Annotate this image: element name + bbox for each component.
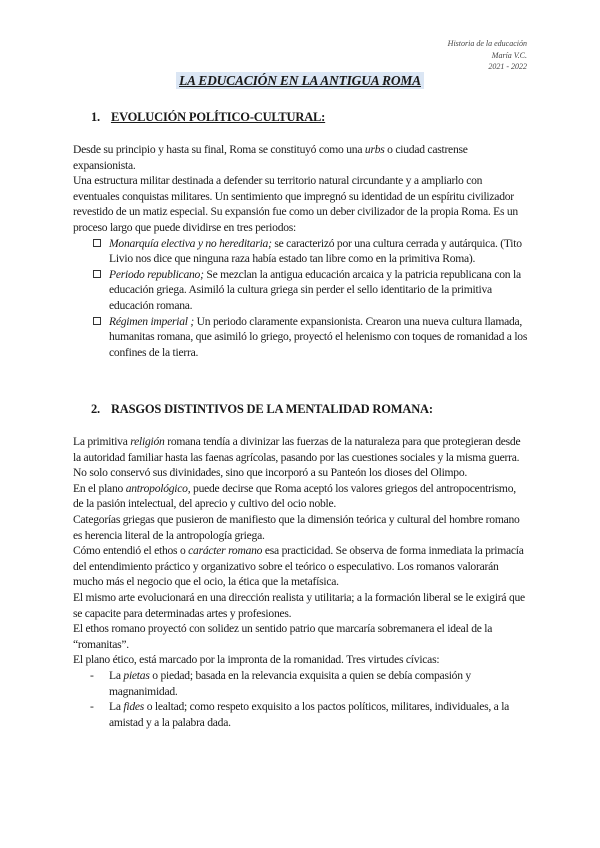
- text-run: Se mezclan la antigua educación arcaica y la patricia republicana con la educación griega. Asimiló la cultura griega sin perder el sello identitario de la primitiva educación romana.: [109, 267, 521, 312]
- list-item: [73, 236, 528, 267]
- emphasis: Régimen imperial ;: [109, 314, 195, 328]
- checkbox-bullet-icon: [93, 270, 101, 278]
- title-wrap: [0, 72, 600, 90]
- emphasis: Monarquía electiva y no hereditaria;: [109, 236, 272, 250]
- list-item: [73, 314, 528, 361]
- paragraph: El mismo arte evolucionará en una dirección realista y utilitaria; a la formación liberal se le exigirá que se capacite para determinadas artes y profesiones.: [73, 590, 525, 620]
- header-year: 2021 - 2022: [488, 62, 527, 71]
- section-2-number: 2.: [91, 402, 100, 416]
- emphasis: carácter romano: [188, 544, 263, 558]
- checkbox-bullet-icon: [93, 317, 101, 325]
- paragraph: El plano ético, está marcado por la impronta de la romanidad. Tres virtudes cívicas:: [73, 653, 440, 667]
- text-run: o lealtad; como respeto exquisito a los pactos políticos, militares, individuales, a la amistad y a la palabra dada.: [109, 700, 510, 729]
- section-2-body: [73, 434, 528, 730]
- text-run: Un periodo claramente expansionista. Crearon una nueva cultura llamada, humanitas romana, que asimiló lo griego, proyectó el helenismo con toques de romanidad a los confines de la tierra.: [109, 314, 528, 359]
- checkbox-bullet-icon: [93, 239, 101, 247]
- list-item: [73, 699, 528, 730]
- section-1-title: EVOLUCIÓN POLÍTICO-CULTURAL:: [110, 110, 326, 124]
- section-2-heading: [91, 401, 433, 417]
- document-title: LA EDUCACIÓN EN LA ANTIGUA ROMA: [176, 72, 424, 89]
- paragraph: [73, 142, 528, 173]
- paragraph: Categorías griegas que pusieron de manifiesto que la dimensión teórica y cultural del hombre romano es herencia literal de la antropología griega.: [73, 512, 520, 542]
- emphasis: religión: [130, 435, 165, 448]
- paragraph: El ethos romano proyectó con solidez un sentido patrio que marcaría sobremanera el ideal de la “romanitas”.: [73, 622, 493, 651]
- emphasis: Periodo republicano;: [109, 267, 204, 281]
- text-run: La: [109, 700, 124, 714]
- paragraph: Una estructura militar destinada a defender su territorio natural circundante y a ampliarlo con eventuales conquistas militares. Un sentimiento que impregnó su identidad de un espíritu civilizador revestido de un matiz especial. Su expansión fue como un deber civilizador de la propia Roma. Es un proceso largo que puede dividirse en tres periodos:: [73, 174, 518, 234]
- virtues-list: [73, 668, 528, 730]
- periods-list: [73, 236, 528, 361]
- text-run: Cómo entendió el ethos o: [73, 544, 189, 558]
- section-2-title: RASGOS DISTINTIVOS DE LA MENTALIDAD ROMANA:: [110, 402, 433, 416]
- section-1-body: [73, 142, 528, 360]
- text-run: o piedad; basada en la relevancia exquisita a quien se debía compasión y magnanimidad.: [109, 668, 471, 698]
- header-course: Historia de la educación: [447, 39, 527, 48]
- section-1-heading: [91, 109, 325, 125]
- page-header: [448, 38, 527, 73]
- text-run: La primitiva: [73, 435, 131, 448]
- header-author: María V.C.: [491, 50, 527, 60]
- text-run: o ciudad castrense expansionista.: [73, 143, 468, 172]
- emphasis: antropológico,: [125, 481, 191, 495]
- section-1-number: 1.: [91, 110, 100, 124]
- emphasis: fides: [123, 700, 145, 714]
- paragraph: [73, 543, 528, 590]
- text-run: se caracterizó por una cultura cerrada y autárquica. (Tito Livio nos dice que ninguna raza había estado tan libre como en la primitiva Roma).: [109, 236, 522, 266]
- emphasis: pietas: [123, 668, 150, 682]
- list-item: [73, 668, 528, 699]
- text-run: En el plano: [73, 481, 126, 495]
- dash-bullet: -: [90, 668, 94, 682]
- paragraph: [73, 434, 528, 481]
- paragraph: [73, 481, 528, 512]
- text-run: La: [109, 668, 124, 682]
- text-run: esa practicidad. Se observa de forma inmediata la primacía del entendimiento práctico y organizativo sobre el teórico o especulativo. Los romanos valorarán mucho más el negocio que el ocio, la ética que la metafísica.: [73, 544, 524, 589]
- text-run: puede decirse que Roma aceptó los valores griegos del antropocentrismo, de la pasión intelectual, del aprecio y cultivo del ocio noble.: [73, 481, 516, 511]
- text-run: romana tendía a divinizar las fuerzas de la naturaleza para que protegieran desde la autoridad familiar hasta las faenas agrícolas, pasando por las cuestiones sociales y la misma guerra. No solo conservó sus divinidades, sino que incorporó a su Panteón los dioses del Olimpo.: [73, 435, 521, 480]
- emphasis: urbs: [364, 143, 385, 156]
- dash-bullet: -: [90, 700, 94, 714]
- text-run: Desde su principio y hasta su final, Roma se constituyó como una: [73, 143, 365, 156]
- list-item: [73, 267, 528, 314]
